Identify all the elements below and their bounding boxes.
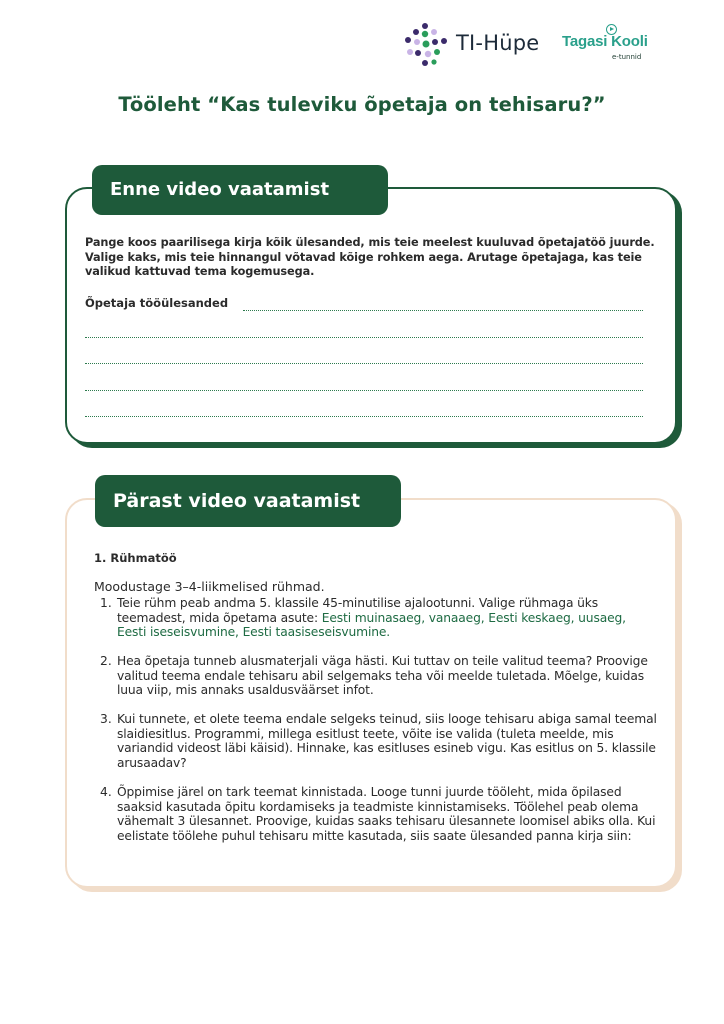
before-video-instructions: Pange koos paarilisega kirja kõik ülesanded, mis teie meelest kuuluvad õpetajatöö juurde. Valige kaks, mis teie hinnangul võtavad kõige rohkem aega. Arutage õpetajaga, kas teie valikud kattuvad tema kogemusega. [85, 236, 655, 278]
topic-options: Eesti muinasaeg, vanaaeg, Eesti keskaeg, uusaeg, Eesti iseseisvumine, Eesti taasiseseisvumine. [117, 610, 626, 639]
list-item [100, 654, 656, 699]
ti-hype-logo [404, 22, 584, 68]
group-work-heading: 1. Rühmatöö [94, 551, 177, 565]
after-video-tab: Pärast video vaatamist [95, 475, 401, 527]
tagasi-kooli-logo [562, 24, 672, 68]
tagasi-kooli-logo-text: Tagasi Kooli [562, 33, 648, 50]
list-item-number: 1. [100, 596, 112, 610]
list-item-text: Hea õpetaja tunneb alusmaterjali väga hästi. Kui tuttav on teile valitud teema? Proovige valitud teema endale tehisaru abil selgemaks teha või meelde tuletada. Mõelge, kuidas luua viip, mis annaks usaldusväärset infot. [117, 654, 648, 697]
list-item-text [117, 596, 657, 640]
answer-line [85, 363, 643, 364]
tagasi-kooli-logo-subtext: e-tunnid [612, 53, 642, 61]
list-item-number: 2. [100, 654, 112, 668]
before-video-tab: Enne video vaatamist [92, 165, 388, 215]
list-item [100, 712, 656, 772]
list-item [100, 785, 656, 860]
ti-hype-logo-text: TI-Hüpe [456, 31, 540, 55]
ti-hype-dots-icon [404, 22, 452, 68]
list-item-text-main: Teie rühm peab andma 5. klassile 45-minutilise ajalootunni. Valige rühmaga üks teemadest, mida õpetama asute: [117, 596, 598, 625]
list-item-text: Kui tunnete, et olete teema endale selgeks teinud, siis looge tehisaru abiga samal teemal slaidiesitlus. Programmi, millega esitlust teete, võite ise valida (tuleta meelde, mis variandid videost läbi käisid). Hinnake, kas esitluses esineb vigu. Kas esitlus on 5. klassile arusaadav? [117, 712, 657, 770]
answer-line [85, 390, 643, 391]
group-work-intro: Moodustage 3–4-liikmelised rühmad. [94, 579, 325, 594]
teacher-tasks-label: Õpetaja tööülesanded [85, 296, 229, 310]
header-logos [404, 22, 684, 68]
list-item [100, 596, 656, 641]
answer-line [85, 416, 643, 417]
answer-line [243, 310, 643, 311]
answer-line [85, 337, 643, 338]
list-item-number: 4. [100, 785, 112, 799]
list-item-number: 3. [100, 712, 112, 726]
before-video-section [65, 187, 677, 444]
page-title: Tööleht “Kas tuleviku õpetaja on tehisaru?” [118, 93, 606, 116]
list-item-text: Õppimise järel on tark teemat kinnistada. Looge tunni juurde tööleht, mida õpilased saaksid kasutada õpitu kordamiseks ja teadmiste kinnistamiseks. Töölehel peab olema vähemalt 3 ülesannet. Proovige, kuidas saaks tehisaru ülesannete loomisel abiks olla. Kui eelistate töölehe puhul tehisaru mitte kasutada, siis saate ülesanded panna kirja siin: [117, 785, 656, 843]
